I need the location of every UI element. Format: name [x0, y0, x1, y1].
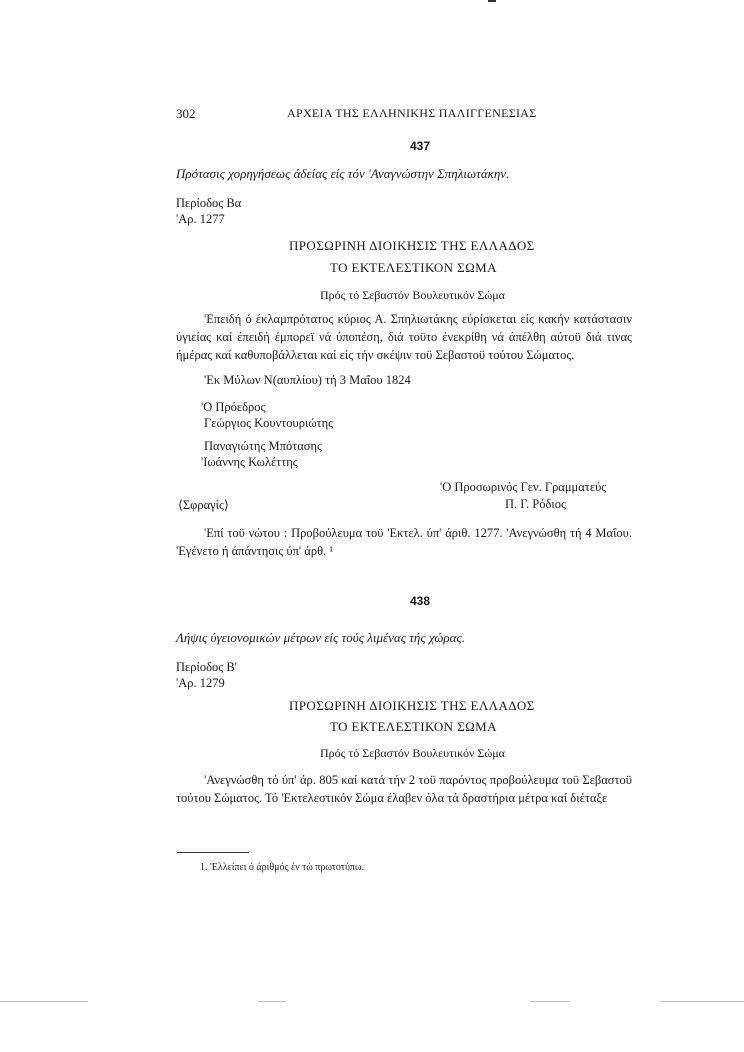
- addressee: Πρός τό Σεβαστόν Βουλευτικόν Σώμα: [320, 746, 505, 760]
- body-title: ΤΟ ΕΚΤΕΛΕΣΤΙΚΟΝ ΣΩΜΑ: [330, 719, 497, 734]
- document-number: 438: [410, 594, 431, 608]
- scan-artifact: [660, 1001, 744, 1002]
- scan-artifact: [258, 1001, 286, 1002]
- footnote: 1. 'Ελλείπει ό άριθμός έν τώ πρωτοτύπω.: [200, 862, 365, 873]
- body-paragraph: 'Ανεγνώσθη τό ύπ' άρ. 805 καί κατά τήν 2 τοϋ παρόντος προβούλευμα τοϋ Σεβαστοϋ τούτου Σώματος. Τό 'Εκτελεστικόν Σώμα έλαβεν όλα τά δραστήρια μέτρα καί διέταξε: [176, 773, 632, 805]
- reference-number: 'Αρ. 1277: [176, 212, 225, 226]
- body-title: ΤΟ ΕΚΤΕΛΕΣΤΙΚΟΝ ΣΩΜΑ: [330, 260, 497, 275]
- signatory-name: Παναγιώτης Μπότασης: [204, 439, 322, 453]
- document-subject: Πρότασις χορηγήσεως άδείας είς τόν 'Αναγνώστην Σπηλιωτάκην.: [176, 166, 510, 181]
- signatory-name: 'Ιωάννης Κωλέττης: [201, 455, 298, 469]
- seal-note: ⟨Σφραγίς⟩: [178, 498, 229, 512]
- president-name: Γεώργιος Κουντουριώτης: [204, 416, 334, 430]
- scan-artifact: [0, 1001, 88, 1002]
- page-number: 302: [176, 106, 196, 121]
- place-date: 'Εκ Μύλων Ν(αυπλίου) τή 3 Μαΐου 1824: [204, 373, 411, 387]
- secretary-name: Π. Γ. Ρόδιος: [505, 497, 566, 511]
- document-subject: Λήψις ύγειονομικών μέτρων είς τούς λιμένας τής χώρας.: [176, 630, 465, 645]
- scan-artifact: [530, 1001, 570, 1002]
- document-number: 437: [410, 139, 431, 153]
- scan-mark: [488, 0, 496, 2]
- secretary-title: 'Ο Προσωρινός Γεν. Γραμματεύς: [440, 480, 607, 494]
- addressee: Πρός τό Σεβαστόν Βουλευτικόν Σώμα: [320, 288, 505, 302]
- running-header: ΑΡΧΕΙΑ ΤΗΣ ΕΛΛΗΝΙΚΗΣ ΠΑΛΙΓΓΕΝΕΣΙΑΣ: [287, 106, 537, 120]
- government-title: ΠΡΟΣΩΡΙΝΗ ΔΙΟΙΚΗΣΙΣ ΤΗΣ ΕΛΛΑΔΟΣ: [289, 698, 535, 713]
- government-title: ΠΡΟΣΩΡΙΝΗ ΔΙΟΙΚΗΣΙΣ ΤΗΣ ΕΛΛΑΔΟΣ: [289, 238, 535, 253]
- body-paragraph: 'Επειδή ό έκλαμπρότατος κύριος Α. Σπηλιωτάκης εύρίσκεται είς κακήν κατάστασιν ύγιείας καί έπειδή έμπορεϊ νά ύποπέση, διά τοϋτο ένεκρίθη νά άπέλθη αύτοϋ διά τινας ήμέρας καί καθυποβάλλεται καί είς τήν σκέψιν τοϋ Σεβαστοϋ τούτου Σώματος.: [176, 312, 632, 362]
- reference-number: 'Αρ. 1279: [176, 676, 225, 690]
- president-title: 'Ο Πρόεδρος: [201, 400, 266, 414]
- footnote-rule: [177, 852, 249, 853]
- period-label: Περίοδος Βα: [176, 196, 242, 210]
- endorsement-note: 'Επί τοϋ νώτου : Προβούλευμα τοϋ 'Εκτελ. ύπ' άριθ. 1277. 'Ανεγνώσθη τή 4 Μαΐου. 'Εγένετο ή άπάντησις ύπ' άρθ. ¹: [176, 526, 632, 558]
- period-label: Περίοδος Β': [176, 660, 237, 674]
